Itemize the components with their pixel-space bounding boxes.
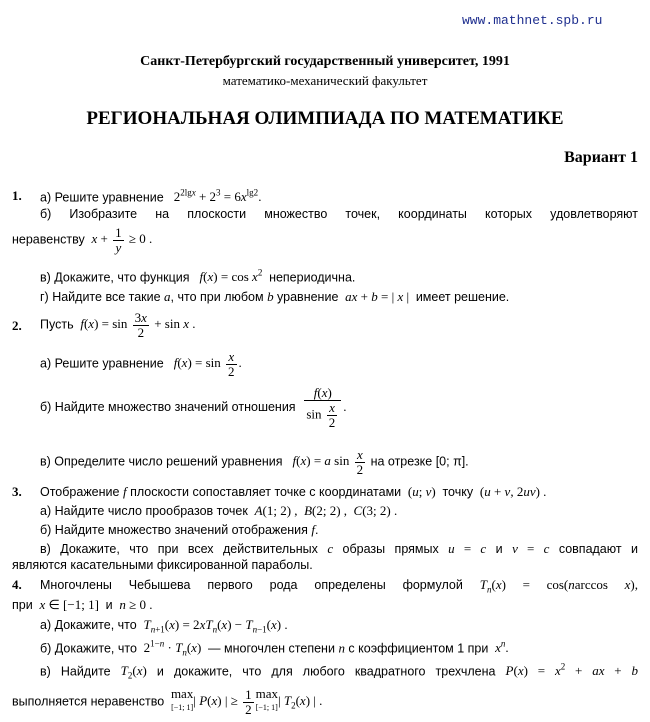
problem-3a [40,503,397,519]
problem-2-number: 2. [12,318,22,333]
problem-4-intro-text3: и [105,598,113,612]
problem-2c-text2: на отрезке [0; π]. [370,454,469,469]
university-line: Санкт-Петербургский государственный университет, 1991 [140,54,510,69]
problem-1d-text1: г) Найдите все такие [40,290,161,304]
problem-4b-text1: б) Докажите, что [40,641,137,656]
problem-4c-line1 [40,662,638,681]
problem-3c-text2: образы прямых [342,542,439,556]
problem-3-var-f: f [122,484,127,499]
problem-1b-text: неравенству [12,232,85,247]
problem-4-chebyshev-formula: $T_n(x) = \cos(narccos$ x), [479,577,638,595]
problem-4c-line2 [12,688,322,717]
problem-1a-formula: $2^{2lgx} + 2^3 = 6x^{lg2}$. [167,188,262,205]
problem-2c-formula: f(x) = a sin $\frac{x}{2}$ [292,447,364,477]
problem-3-image-point: (u + v, 2uv) . [476,484,547,499]
problem-4b-formula: $2^{1-n} \cdot T_n(x)$ [140,639,205,658]
problem-3b-var-f: f [311,522,316,537]
problem-4b-xn: $x^n$. [495,639,509,656]
problem-4c-text2: и докажите, что для любого квадратного трехчлена [156,664,496,679]
problem-3-number: 3. [12,484,22,499]
problem-3-intro-text1: Отображение [40,485,120,499]
problem-4a [40,617,288,635]
problem-1d-text2: , что при любом [170,290,264,304]
problem-3b: б) Найдите множество значений отображения f. [40,522,319,537]
problem-4-intro-line2 [12,597,153,613]
problem-4b-var-n: n [338,640,345,656]
problem-3c-text4: совпадают и [558,542,638,556]
problem-1d-formula: ax + b = | x | [345,289,413,304]
problem-1b-line1: б) Изобразите на плоскости множество точек, координаты которых удовлетворяют [40,207,638,221]
problem-2c-text1: в) Определите число решений уравнения [40,454,283,469]
problem-4b-text3: с коэффициентом 1 при [348,641,489,656]
page-title: РЕГИОНАЛЬНАЯ ОЛИМПИАДА ПО МАТЕМАТИКЕ [86,108,564,129]
problem-2a [40,350,242,379]
problem-2b-text: б) Найдите множество значений отношения [40,399,296,414]
problem-2a-text: а) Решите уравнение [40,356,164,371]
problem-1a [40,188,261,205]
problem-3c-line2: являются касательными фиксированной параболы. [12,558,313,572]
problem-1d-text4: имеет решение. [415,290,510,304]
problem-3-intro [40,484,546,500]
problem-1d-var-b: b [267,289,274,304]
problem-4-domain: x ∈ [−1; 1] [39,597,103,612]
problem-1d-var-a: a [164,289,171,304]
problem-2a-formula: f(x) = sin $\frac{x}{2}$ . [173,349,242,379]
problem-4c-poly: $P(x) = x^2$ + ax + b [505,662,638,679]
source-url[interactable]: www.mathnet.spb.ru [462,13,603,28]
problem-3c-text3: и [495,542,503,556]
problem-2c [40,448,469,477]
problem-4a-text: а) Докажите, что [40,618,137,632]
problem-1-number: 1. [12,188,22,203]
problem-3c-line-u: u = c [448,541,487,556]
faculty-line: математико-механический факультет [222,73,428,88]
problem-1a-text: а) Решите уравнение [40,190,164,205]
problem-3a-text: а) Найдите число прообразов точек [40,504,248,518]
problem-1d-text3: уравнение [277,290,339,304]
problem-1b-line2 [12,226,152,255]
problem-3b-text: б) Найдите множество значений отображения [40,523,308,537]
problem-1c [40,268,355,285]
problem-3-point-uv: (u; v) [404,484,439,499]
problem-1b-formula: x + $\frac{1}{y}$ ≥ 0 . [91,225,153,255]
problem-4b-text2: — многочлен степени [208,641,335,656]
problem-4-number: 4. [12,577,22,592]
problem-4c-t2: $T_2(x)$ [120,663,147,681]
problem-3a-points: A(1; 2) , B(2; 2) , C(3; 2) . [254,503,398,518]
problem-1c-text1: в) Докажите, что функция [40,270,190,285]
problem-3c-line-v: v = c [512,541,550,556]
problem-2-intro-text: Пусть [40,317,74,332]
problem-4-intro-text1: Многочлены Чебышева первого рода определены формулой [40,578,463,592]
problem-2b [40,386,346,430]
problem-4c-text3: выполняется неравенство [12,694,165,709]
problem-2-intro [40,311,196,340]
problem-1d [40,289,509,305]
problem-3-intro-text2: плоскости сопоставляет точке с координатами [130,485,402,499]
problem-4-n-cond: n ≥ 0 . [119,597,153,612]
problem-4-intro-line1 [40,577,638,595]
problem-4a-formula: $T_{n+1}(x) = 2xT_n(x) - T_{n-1}(x)$ . [143,617,288,635]
problem-2b-formula: f(x) sin $\frac{x}{2}$ . [306,385,347,430]
problem-1c-text2: непериодична. [269,270,356,285]
problem-3c-var-c: c [327,541,334,556]
problem-4c-text1: в) Найдите [40,664,111,679]
problem-2-intro-formula: f(x) = sin $\frac{3x}{2}$ + sin x . [80,310,196,340]
problem-4-intro-text2: при [12,598,33,612]
problem-3c-text1: в) Докажите, что при всех действительных [40,542,318,556]
problem-4b [40,639,509,658]
problem-3-intro-text3: точку [442,485,474,499]
problem-1c-formula: $f(x) = \cos x^2$ [199,268,263,285]
problem-3c-line1 [40,541,638,557]
problem-4c-inequality: max [−1; 1]| P(x) | ≥ $\frac{1}{2}$ max [−1; 1]| $T_2(x)$ | . [170,686,323,717]
variant-label: Вариант 1 [564,149,638,166]
